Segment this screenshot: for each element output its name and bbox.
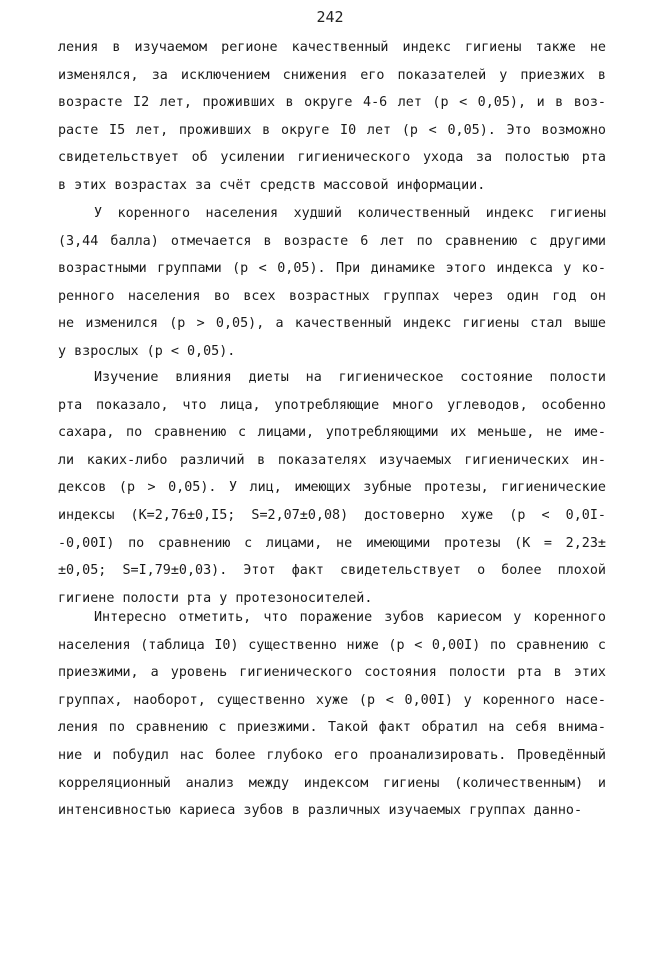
text-line: группах, наоборот, существенно хуже (p < 0,00I) у коренного насе- <box>58 692 606 708</box>
text-line: У коренного населения худший количественный индекс гигиены <box>94 206 606 221</box>
text-line: индексы (К=2,76±0,I5; S=2,07±0,08) достоверно хуже (p < 0,0I- <box>58 508 606 523</box>
text-line: Изучение влияния диеты на гигиеническое состояние полости <box>94 370 606 385</box>
text-line: сахара, по сравнению с лицами, употребляющими их меньше, не име- <box>58 425 606 441</box>
text-line: изменялся, за исключением снижения его показателей у приезжих в <box>58 67 606 83</box>
text-line: -0,00I) по сравнению с лицами, не имеющими протезы (К = 2,23± <box>58 535 606 551</box>
text-line: (3,44 балла) отмечается в возрасте 6 лет по сравнению с другими <box>58 233 606 249</box>
text-line: ления в изучаемом регионе качественный индекс гигиены также не <box>58 40 606 55</box>
text-line: приезжими, а уровень гигиенического состояния полости рта в этих <box>58 665 606 681</box>
text-line: свидетельствует об усилении гигиенического ухода за полостью рта <box>58 150 606 166</box>
text-line: ние и побудил нас более глубоко его проанализировать. Проведённый <box>58 748 606 763</box>
text-line: интенсивностью кариеса зубов в различных изучаемых группах данно- <box>58 803 583 819</box>
text-line: расте I5 лет, проживших в округе I0 лет (p < 0,05). Это возможно <box>58 122 606 138</box>
text-line: дексов (p > 0,05). У лиц, имеющих зубные протезы, гигиенические <box>58 480 606 496</box>
text-line: ли каких-либо различий в показателях изучаемых гигиенических ин- <box>58 452 606 468</box>
text-line: корреляционный анализ между индексом гигиены (количественным) и <box>58 775 606 791</box>
text-line: в этих возрастах за счёт средств массовой информации. <box>58 178 486 193</box>
text-line: рта показало, что лица, употребляющие много углеводов, особенно <box>58 397 606 413</box>
text-line: возрасте I2 лет, проживших в округе 4-6 лет (p < 0,05), и в воз- <box>58 95 606 111</box>
text-line: гигиене полости рта у протезоносителей. <box>58 590 373 606</box>
text-line: возрастными группами (p < 0,05). При динамике этого индекса у ко- <box>58 261 606 277</box>
text-line: ления по сравнению с приезжими. Такой факт обратил на себя внима- <box>58 720 606 736</box>
text-line: населения (таблица I0) существенно ниже (p < 0,00I) по сравнению с <box>58 637 606 653</box>
page-number: 242 <box>316 8 344 26</box>
text-line: Интересно отметить, что поражение зубов кариесом у коренного <box>94 610 606 625</box>
text-line: у взрослых (p < 0,05). <box>58 344 236 359</box>
text-line: ренного населения во всех возрастных группах через один год он <box>58 288 606 304</box>
text-line: не изменился (p > 0,05), а качественный индекс гигиены стал выше <box>58 316 606 332</box>
text-line: ±0,05; S=I,79±0,03). Этот факт свидетельствует о более плохой <box>58 563 606 579</box>
